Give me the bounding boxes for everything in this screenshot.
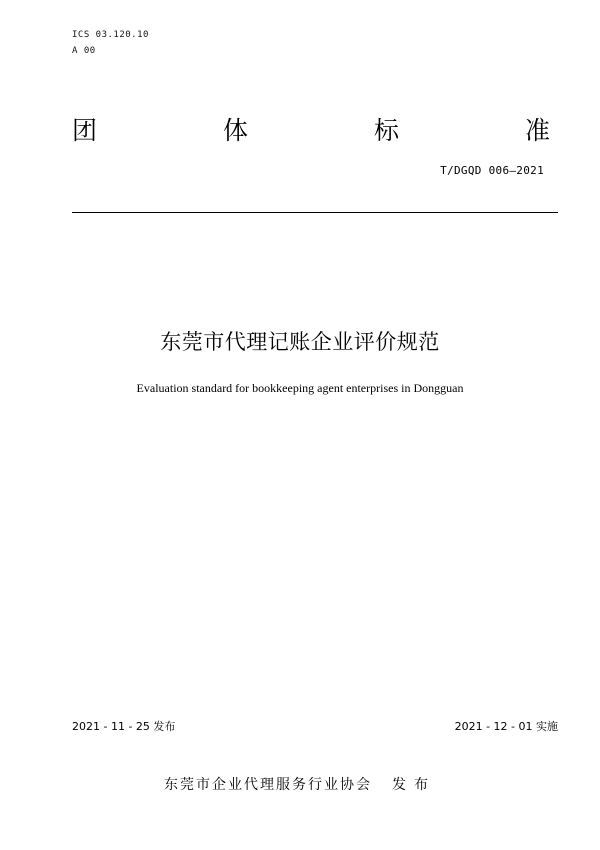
document-title-en: Evaluation standard for bookkeeping agent enterprises in Dongguan bbox=[136, 381, 464, 395]
standard-type-char: 标 bbox=[373, 116, 399, 145]
standard-type-char: 体 bbox=[222, 116, 248, 145]
publish-date: 2021 - 11 - 25 发布 bbox=[72, 720, 176, 733]
issue-label: 发布 bbox=[392, 777, 436, 793]
standard-type bbox=[72, 116, 550, 146]
standard-type-char: 团 bbox=[72, 116, 98, 145]
document-title-cn: 东莞市代理记账企业评价规范 bbox=[160, 330, 440, 354]
ccs-code: A 00 bbox=[72, 46, 96, 56]
issuer-name: 东莞市企业代理服务行业协会 bbox=[164, 777, 372, 793]
header-divider bbox=[72, 212, 558, 213]
issuer-line bbox=[0, 774, 600, 794]
standard-type-char: 准 bbox=[524, 116, 550, 145]
standard-number: T/DGQD 006—2021 bbox=[440, 164, 544, 177]
implement-date: 2021 - 12 - 01 实施 bbox=[454, 720, 558, 733]
ics-code: ICS 03.120.10 bbox=[72, 30, 149, 40]
